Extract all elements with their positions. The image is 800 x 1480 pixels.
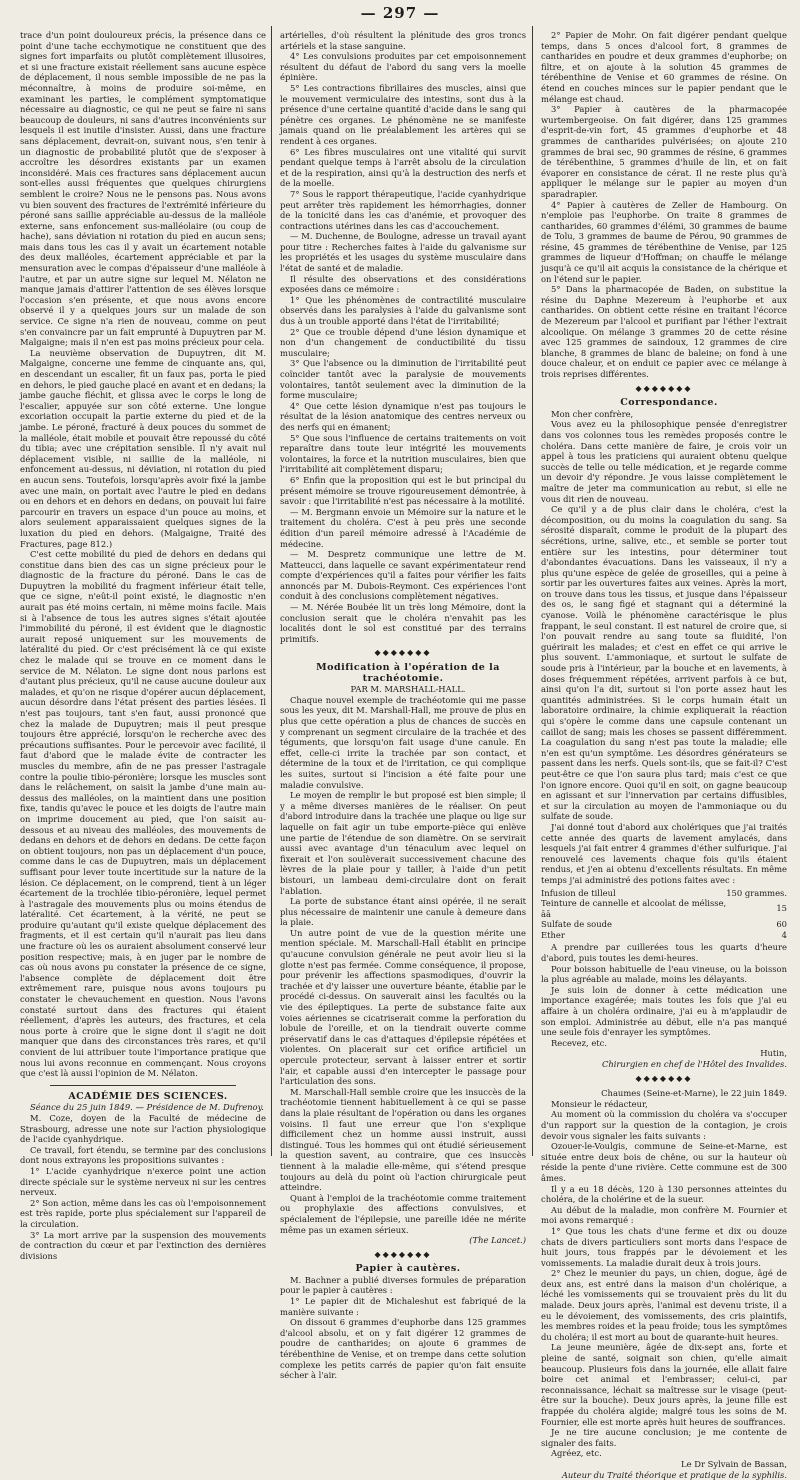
letter2-salutation: Monsieur le rédacteur, bbox=[551, 1098, 648, 1109]
paragraph: 6° Enfin que la proposition qui est le but principal du présent mémoire se trouve rigoureusement démontrée, à savoir : que l'irritabilité n'est pas nécessaire à la motilité. bbox=[280, 474, 526, 507]
article-byline: PAR M. MARSHALL-HALL. bbox=[350, 684, 466, 695]
correspondence-salutation: Mon cher confrère, bbox=[551, 408, 634, 419]
article-heading: Modification à l'opération de la trachéotomie. bbox=[316, 662, 500, 684]
papers-body bbox=[280, 1275, 526, 1381]
paragraph: A prendre par cuillerées tous les quarts d'heure d'abord, puis toutes les demi-heures. bbox=[541, 942, 787, 964]
paragraph: 4° Les convulsions produites par cet empoisonnement résultent du défaut de l'abord du sang vers la moelle épinière. bbox=[280, 51, 526, 83]
paragraph: M. Bachner a publié diverses formules de préparation pour le papier à cautères : bbox=[280, 1274, 526, 1296]
paragraph: La porte de substance étant ainsi opérée, il ne serait plus nécessaire de maintenir une canule à demeure dans la plaie. bbox=[280, 896, 526, 928]
letter2-signature-name: Le Dr Sylvain de Bassan, bbox=[681, 1458, 787, 1469]
paragraph: Un autre point de vue de la question mérite une mention spéciale. M. Marschall-Hall établit en principe qu'aucune convulsion générale ne peut avoir lieu si la glotte n'est pas fermée. Comme conséquence, il propose, pour prévenir les affections spasmodiques, d'ouvrir la trachée et d'y laisser une ouverture béante, établie par le procédé ci-dessus. On sauverait ainsi les facultés ou la vie des épileptiques. La perte de substance faite aux voies aériennes se cicatriserait comme la perforation du lobule de l'oreille, et on la tiendrait ouverte comme préservatif dans le cas d'attaques d'épilepsie répétées et violentes. On placerait sur cet orifice artificiel un opercule protecteur, servant à laisser entrer et sortir l'air, et capable aussi d'en intercepter le passage pour l'articulation des sons. bbox=[280, 927, 526, 1087]
paragraph: — M. Nérée Boubée lit un très long Mémoire, dont la conclusion serait que le choléra n'envahit pas les localités dont le sol est constitué par des terrains primitifs. bbox=[280, 602, 526, 644]
prescription-table bbox=[541, 888, 787, 941]
letter2-closing: Agréez, etc. bbox=[551, 1448, 602, 1459]
paragraph: Ce travail, fort étendu, se termine par des conclusions dont nous extrayons les propositions suivantes : bbox=[20, 1144, 266, 1166]
correspondence-heading: Correspondance. bbox=[620, 397, 718, 409]
correspondence-signature-name: Hutin, bbox=[760, 1048, 787, 1059]
prescription-item: Infusion de tilleul bbox=[541, 887, 616, 898]
prescription-row bbox=[541, 898, 787, 919]
paragraph: — M. Duchenne, de Boulogne, adresse un travail ayant pour titre : Recherches faites à l'aide du galvanisme sur les propriétés et les usages du système musculaire dans l'état de santé et de maladie. bbox=[280, 231, 526, 274]
prescription-item: Teinture de cannelle et alcoolat de mélisse, āā bbox=[541, 898, 727, 919]
paragraph: Ce qu'il y a de plus clair dans le choléra, c'est la décomposition, ou du moins la coagulation du sang. Sa sérosité disparaît, comme le produit de la plupart des sécrétions, urine, salive, etc., et semble se porter tout entière sur les intestins, pour déterminer tout d'abondantes évacuations. Dans les vaisseaux, il n'y a plus qu'une espèce de gelée de groseilles, qui a peine à sortir par les ouvertures faites aux veines. Après la mort, on trouve dans tous les tissus, et jusque dans l'épaisseur des os, le sang figé et stagnant qui a déterminé la cyanose. Voilà le phénomène caractérisque le plus frappant, le seul constant. Il est naturel de croire que, si l'on pouvait rendre au sang toute sa fluidité, l'on guérirait les malades; et c'est en effet ce qui arrive le plus souvent. L'ammoniaque, et surtout le sulfate de soude pris à l'intérieur, par la bouche et en lavements, à doses fréquemment répétées, arrivent parfois à ce but, ainsi qu'on l'a dit, surtout si l'on porte assez haut les quantités administrées. Si le corps humain était un laboratoire ordinaire, la chimie expliquerait la réaction qui s'opère le comme dans une capsule contenant un caillot de sang; mais les choses se passent différemment. La coagulation du sang n'est pas toute la maladie; elle n'en est qu'un symptôme. Les désordres générateurs se passent dans les nerfs. Quels sont-ils, que se fait-il? C'est peut-être ce que l'on saura plus tard; mais c'est ce que l'on ignore encore. Quoi qu'il en soit, on gagne beaucoup en agissant et sur l'innervation par certains diffusibles, et sur la circulation au moyen de l'ammoniaque ou du sulfate de soude. bbox=[541, 504, 787, 822]
correspondence-signature-title: Chirurgien en chef de l'Hôtel des Invalides. bbox=[601, 1059, 787, 1069]
paragraph: Je suis loin de donner à cette médication une importance exagérée; mais toutes les fois que j'ai eu affaire à un choléra ordinaire, j'ai eu à m'applaudir de son emploi. Administrée au début, elle n'a pas manqué une seule fois d'enrayer les symptômes. bbox=[541, 984, 787, 1038]
prescription-item: Ether bbox=[541, 929, 565, 940]
paragraph: 4° Papier à cautères de Zeller de Hambourg. On n'emploie pas l'euphorbe. On traite 8 grammes de cantharides, 60 grammes d'élémi, 30 grammes de baume de Tolu, 3 grammes de baume de Pérou, 90 grammes de résine, 45 grammes de térébenthine de Venise, par 125 grammes de liqueur d'Hoffman; on chauffe le mélange jusqu'à ce qu'il ait acquis la consistance de la chérique et on l'étend sur le papier. bbox=[541, 199, 787, 284]
paragraph: 6° Les fibres musculaires ont une vitalité qui survit pendant quelque temps à l'arrêt absolu de la circulation et de la respiration, ainsi qu'à la destruction des nerfs et de la moelle. bbox=[280, 146, 526, 189]
page-number: — 297 — bbox=[360, 4, 440, 22]
col2-body bbox=[280, 30, 526, 644]
paragraph: Vous avez eu la philosophique pensée d'enregistrer dans vos colonnes tous les remèdes proposés contre le choléra. Dans cette manière de faire, je crois voir un appel à tous les praticiens qui auraient obtenu quelque succès de telle ou telle médication, et je regarde comme un devoir d'y répondre. Je vous laisse complètement le maître de jeter ma communication au rebut, si elle ne vous dit rien de nouveau. bbox=[541, 419, 787, 504]
column-2 bbox=[280, 30, 526, 1381]
letter2-place: Chaumes (Seine-et-Marne), le 22 juin 1849. bbox=[601, 1088, 787, 1099]
paragraph: artérielles, d'où résultent la plénitude des gros troncs artériels et la stase sanguine. bbox=[280, 30, 526, 51]
paragraph: La neuvième observation de Dupuytren, dit M. Malgaigne, concerne une femme de cinquante ans, qui, en descendant un escalier, fit un faux pas, porta le pied en dehors, le pied gauche placé en avant et en dedans; la jambe gauche fléchit, et glissa avec le corps le long de l'escalier, appuyée sur son côté externe. Une longue excoriation occupait la partie externe du pied et de la jambe. Le péroné, fracturé à deux pouces du sommet de la malléole, était mobile et pouvait être repoussé du côté du tibia; avec une crépitation sensible. Il n'y avait nul déplacement visible, ni saillie de la malléole, ni enfoncement au-dessus, ni déviation, ni rotation du pied en aucun sens. Toutefois, lorsqu'après avoir fixé la jambe avec une main, on portait avec l'autre le pied en dedans ou en dehors et en dehors en dedans, on pouvait lui faire parcourir en travers un espace d'un pouce au moins, et alors seulement apparaissaient quelques signes de la luxation du pied en dehors. (Malgaigne, Traité des Fractures, page 812.) bbox=[20, 347, 266, 549]
correspondence-body bbox=[541, 419, 787, 885]
paragraph: 2° Chez le meunier du pays, un chien, dogue, âgé de deux ans, est entré dans la maison d'un cholérique, a léché les vomissements qui se trouvaient près du lit du malade. Deux jours après, l'animal est devenu triste, il a eu le dévoiement, des vomissements, des cris plaintifs, les membres roides et la peau froide; tous les symptômes du choléra; il est mort au bout de quarante-huit heures. bbox=[541, 1268, 787, 1342]
column-divider bbox=[271, 26, 272, 1156]
paragraph: 1° Que les phénomènes de contractilité musculaire observés dans les paralysies à l'aide du galvanisme sont dus à un trouble apporté dans l'état de l'irritabilité; bbox=[280, 294, 526, 327]
column-3 bbox=[541, 30, 787, 1480]
article-source: (The Lancet.) bbox=[469, 1235, 526, 1246]
letter2-body bbox=[541, 1109, 787, 1448]
column-1 bbox=[20, 30, 266, 1261]
paragraph: Au moment où la commission du choléra va s'occuper d'un rapport sur la question de la contagion, je crois devoir vous signaler les faits suivants : bbox=[541, 1109, 787, 1141]
paragraph: 4° Que cette lésion dynamique n'est pas toujours le résultat de la lésion anatomique des centres nerveux ou des nerfs qui en émanent; bbox=[280, 400, 526, 432]
paragraph: 5° Dans la pharmacopée de Baden, on substitue la résine du Daphne Mezereum à l'euphorbe et aux cantharides. On obtient cette résine en traitant l'écorce de Mezereum par l'alcool et purifiant par l'éther l'extrait alcoolique. On mélange 3 grammes 20 de cette résine avec 125 grammes de saindoux, 12 grammes de cire blanche, 8 grammes de blanc de baleine; on fond à une douce chaleur, et on enduit ce papier avec ce mélange à trois reprises différentes. bbox=[541, 284, 787, 379]
paragraph: Il résulte des observations et des considérations exposées dans ce mémoire : bbox=[280, 273, 526, 295]
paragraph: 5° Les contractions fibrillaires des muscles, ainsi que le mouvement vermiculaire des intestins, sont dus à la présence d'une certaine quantité d'acide dans le sang qui pénètre ces organes. Le phénomène ne se manifeste jamais quand on lie préalablement les artères qui se rendent à ces organes. bbox=[280, 82, 526, 146]
paragraph: Quant à l'emploi de la trachéotomie comme traitement ou prophylaxie des affections convulsives, et spécialement de l'épilepsie, une pareille idée ne mérite même pas un examen sérieux. bbox=[280, 1192, 526, 1235]
prescription-qty: 4 bbox=[781, 929, 787, 940]
prescription-item: Sulfate de soude bbox=[541, 919, 612, 930]
prescription-row bbox=[541, 888, 787, 899]
paragraph: 3° Que l'absence ou la diminution de l'irritabilité peut coïncider tantôt avec la paralysie de mouvements volontaires, tantôt seulement avec la diminution de la forme musculaire; bbox=[280, 358, 526, 401]
ornament-divider: ◆◆◆◆◆◆◆ bbox=[635, 383, 693, 393]
ornament-divider: ◆◆◆◆◆◆◆ bbox=[374, 1249, 432, 1259]
paragraph: M. Coze, doyen de la Faculté de médecine de Strasbourg, adresse une note sur l'action physiologique de l'acide cyanhydrique. bbox=[20, 1112, 266, 1145]
academy-session: Séance du 25 juin 1849. — Présidence de M. Dufrenoy. bbox=[30, 1102, 264, 1113]
article-body bbox=[280, 695, 526, 1235]
academy-heading: ACADÉMIE DES SCIENCES. bbox=[68, 1090, 228, 1102]
correspondence-closing: Recevez, etc. bbox=[551, 1037, 608, 1048]
paragraph: — M. Despretz communique une lettre de M. Matteucci, dans laquelle ce savant expérimentateur rend compte d'expériences qu'il a faites pour vérifier les faits annoncés par M. Dubois-Reymont. Ces expériences l'ont conduit à des conclusions complètement négatives. bbox=[280, 549, 526, 602]
column-divider bbox=[532, 26, 533, 1156]
col3-body bbox=[541, 30, 787, 380]
paragraph: C'est cette mobilité du pied de dehors en dedans qui constitue dans bien des cas un signe précieux pour le diagnostic de la fracture du péroné. Dans le cas de Dupuytren la mobilité du fragment inférieur était telle, que ce signe, n'eût-il point existé, le diagnostic n'en aurait pas été moins certain, ni même moins facile. Mais si à l'absence de tous les autres signes s'était ajoutée l'immobilité du péroné, il est évident que le diagnostic aurait reposé uniquement sur les mouvements de latéralité du pied. Or c'est précisément là ce qui existe chez le malade qui se trouve en ce moment dans le service de M. Nélaton. Le signe dont nous parlons est d'autant plus précieux, qu'il ne cause aucune douleur aux malades, et qu'on ne risque d'opérer aucun déplacement, aucun désordre dans l'état présent des parties lésées. Il n'est pas toujours, tant s'en faut, aussi prononcé que chez la malade de Dupuytren; mais il peut presque toujours être apprécié, lorsqu'on le recherche avec des précautions suffisantes. Pour le percevoir avec facilité, il faut d'abord que le malade évite de contracter les muscles du membre, afin de ne pas presser l'astragale contre la poulie tibio-péronière; lorsque les muscles sont dans le relâchement, on saisit la jambe d'une main au-dessus des malléoles, on la maintient dans une position fixe, tandis qu'avec le pouce et les doigts de l'autre main on imprime doucement au pied, que l'on saisit au-dessous et au niveau des malléoles, des mouvements de dedans en dehors et de dehors en dedans. De cette façon on obtient toujours, non pas un déplacement d'un pouce, comme dans le cas de Dupuytren, mais un déplacement suffisant pour lever toute incertitude sur la nature de la lésion. Ce déplacement, on le comprend, tient à un léger écartement de la trochlée tibio-péronière, lequel permet à l'astragale des mouvements plus ou moins étendus de latéralité. Cet écartement, à la vérité, ne peut se produire qu'autant qu'il existe quelque déplacement des fragments, et il est certain qu'il n'aurait pas lieu dans une fracture où les os auraient absolument conservé leur position respective; mais, à en juger par le nombre de cas où nous avons pu constater la présence de ce signe, l'absence complète de déplacement doit être extrêmement rare, puisque nous avons toujours pu constater le chevauchement en question. Nous l'avons constaté surtout dans des fractures qui étaient réellement, d'après les auteurs, des fractures, et cela nous porte à croire que le signe dont il s'agit ne doit manquer que dans des circonstances très rares, et qu'il convient de lui attribuer toute l'importance pratique que nous lui avons reconnue en commençant. Nous croyons que c'est là aussi l'opinion de M. Nélaton. bbox=[20, 549, 266, 1079]
paragraph: trace d'un point douloureux précis, la présence dans ce point d'une tache ecchymotique ne constituent que des signes fort imparfaits ou plutôt complètement illusoires, et si une fracture existait réellement sans aucune espèce de déplacement, il nous semble impossible de ne pas la méconnaître, à moins de produire soi-même, en examinant les parties, le complément symptomatique nécessaire au diagnostic, ce qui ne peut se faire ni sans beaucoup de douleurs, ni sans d'autres inconvénients sur lesquels il est inutile d'insister. Aussi, dans une fracture sans déplacement, devrait-on, suivant nous, s'en tenir à un diagnostic de probabilité plutôt que de s'exposer à accroître les désordres existants par un examen inconsidéré. Mais ces fractures sans déplacement aucun sont-elles aussi fréquentes que quelques chirurgiens semblent le croire? Nous ne le pensons pas. Nous avons vu bien souvent des fractures de l'extrémité inférieure du péroné sans saillie appréciable au-dessus de la malléole externe, sans enfoncement sus-malléolaire (ou coup de hache), sans déviation ni rotation du pied en aucun sens; mais dans tous les cas il y avait un écartement notable des deux malléoles, écartement appréciable et par la mensuration avec le compas d'épaisseur d'une malléole à l'autre, et par un autre signe sur lequel M. Nélaton ne manque jamais d'attirer l'attention de ses élèves lorsque l'occasion s'en présente, et que nous avons encore observé il y a quelques jours sur un malade de son service. Ce signe n'a rien de nouveau, comme on peut s'en convaincre par un fait emprunté à Dupuytren par M. Malgaigne; mais il n'en est pas moins précieux pour cela. bbox=[20, 30, 266, 348]
letter2-signature-title: Auteur du Traité théorique et pratique de la syphilis. bbox=[561, 1469, 787, 1480]
paragraph: Ozouer-le-Voulgis, commune de Seine-et-Marne, est située entre deux bois de chêne, ou sur la hauteur où réside la pente d'une rivière. Cette commune est de 300 âmes. bbox=[541, 1141, 787, 1183]
paragraph: 1° L'acide cyanhydrique n'exerce point une action directe spéciale sur le système nerveux ni sur les centres nerveux. bbox=[20, 1165, 266, 1198]
paragraph: La jeune meunière, âgée de dix-sept ans, forte et pleine de santé, soignait son chien, qu'elle aimait beaucoup. Plusieurs fois dans la journée, elle allait faire boire cet animal et l'embrasser; celui-ci, par reconnaissance, léchait sa maîtresse sur le visage (peut-être sur la bouche). Deux jours après, la jeune fille est frappée du choléra algide; malgré tous les soins de M. Fournier, elle est morte après huit heures de souffrances. bbox=[541, 1342, 787, 1427]
prescription-row bbox=[541, 919, 787, 930]
paragraph: 2° Papier de Mohr. On fait digérer pendant quelque temps, dans 5 onces d'alcool fort, 8 grammes de cantharides en poudre et deux grammes d'euphorbe; on filtre, et on ajoute à la solution 45 grammes de térébenthine de Venise et 60 grammes de résine. On étend en couches minces sur le papier pendant que le mélange est chaud. bbox=[541, 30, 787, 104]
paragraph: 3° Papier à cautères de la pharmacopée wurtembergeoise. On fait digérer, dans 125 grammes d'esprit-de-vin fort, 45 grammes d'euphorbe et 48 grammes de cantharides pulvérisées; on ajoute 210 grammes de brai sec, 90 grammes de résine, 6 grammes de térébenthine, 5 grammes d'huile de lin, et on fait évaporer en consistance de cérat. Il ne reste plus qu'à appliquer le mélange sur le papier au moyen d'un sparadrapier. bbox=[541, 104, 787, 199]
paragraph: 1° Le papier dit de Michaleshut est fabriqué de la manière suivante : bbox=[280, 1296, 526, 1317]
paragraph: Au début de la maladie, mon confrère M. Fournier et moi avons remarqué : bbox=[541, 1204, 787, 1226]
paragraph: Il y a eu 18 décès, 120 à 130 personnes atteintes du choléra, de la cholérine et de la sueur. bbox=[541, 1183, 787, 1205]
prescription-qty: 60 bbox=[776, 919, 787, 930]
col1-body bbox=[20, 30, 266, 1079]
paragraph: J'ai donné tout d'abord aux cholériques que j'ai traités cette année des quarts de lavement amylacés, dans lesquels j'ai fait entrer 4 grammes d'éther sulfurique. J'ai renouvelé ces lavements chaque fois qu'ils étaient rendus, et j'en ai obtenu d'excellents résultats. En même temps j'ai administré des potions faites avec : bbox=[541, 821, 787, 885]
academy-body bbox=[20, 1113, 266, 1261]
ornament-divider: ◆◆◆◆◆◆◆ bbox=[374, 648, 432, 658]
ornament-divider: ◆◆◆◆◆◆◆ bbox=[635, 1073, 693, 1083]
prescription-qty: 15 bbox=[776, 903, 787, 914]
paragraph: 5° Que sous l'influence de certains traitements on voit reparaître dans toute leur intégrité les mouvements volontaires, la force et la nutrition musculaires, bien que l'irritabilité ait complètement disparu; bbox=[280, 432, 526, 475]
paragraph: 7° Sous le rapport thérapeutique, l'acide cyanhydrique peut arrêter très rapidement les hémorrhagies, donner de la tonicité dans les cas d'anémie, et provoquer des contractions utérines dans les cas d'accouchement. bbox=[280, 188, 526, 231]
section-rule bbox=[50, 1085, 236, 1086]
paragraph: 2° Que ce trouble dépend d'une lésion dynamique et non d'un changement de conductibilité du tissu musculaire; bbox=[280, 326, 526, 358]
prescription-row bbox=[541, 930, 787, 941]
paragraph: 1° Que tous les chats d'une ferme et dix ou douze chats de divers particuliers sont morts dans l'espace de huit jours, tous frappés par le dévoiement et les vomissements. La maladie durait deux à trois jours. bbox=[541, 1225, 787, 1268]
prescription-qty: 150 grammes. bbox=[726, 887, 787, 898]
paragraph: M. Marschall-Hall semble croire que les insuccès de la trachéotomie tiennent habituellement à ce qui se passe dans la plaie résultant de l'opération ou dans les organes voisins. Il faut une erreur que l'on s'explique difficilement chez un homme aussi instruit, aussi distingué. Tous les hommes qui ont étudié sérieusement la question savent, au contraire, que ces insuccès tiennent à la maladie elle-même, qui s'étend presque toujours au delà du point où l'action chirurgicale peut atteindre. bbox=[280, 1086, 526, 1193]
paragraph: Pour boisson habituelle de l'eau vineuse, ou la boisson la plus agréable au malade, moins les délayants. bbox=[541, 963, 787, 985]
paragraph: Je ne tire aucune conclusion; je me contente de signaler des faits. bbox=[541, 1427, 787, 1448]
paragraph: 3° La mort arrive par la suspension des mouvements de contraction du cœur et par l'extinction des dernières divisions bbox=[20, 1229, 266, 1261]
paragraph: 2° Son action, même dans les cas où l'empoisonnement est très rapide, porte plus spécialement sur l'appareil de la circulation. bbox=[20, 1197, 266, 1229]
correspondence-body-2 bbox=[541, 942, 787, 1037]
paragraph: Le moyen de remplir le but proposé est bien simple; il y a même diverses manières de le réaliser. On peut d'abord introduire dans la trachée une plaque ou lige sur laquelle on fait agir un tube emporte-pièce qui enlève une partie de l'étendue de son diamètre. On se servirait aussi avec avantage d'un ténaculum avec lequel on fixerait et l'on soulèverait successivement chacune des lèvres de la plaie pour y tailler, à l'aide d'un petit bistouri, un lambeau demi-circulaire dont on ferait l'ablation. bbox=[280, 790, 526, 896]
paragraph: On dissout 6 grammes d'euphorbe dans 125 grammes d'alcool absolu, et on y fait digérer 12 grammes de poudre de cantharides; on ajoute 6 grammes de térébenthine de Venise, et on trempe dans cette solution complexe les petits carrés de papier qu'on fait ensuite sécher à l'air. bbox=[280, 1317, 526, 1381]
paragraph: — M. Bergmann envoie un Mémoire sur la nature et le traitement du choléra. C'est à peu près une seconde édition d'un pareil mémoire adressé à l'Académie de médecine. bbox=[280, 506, 526, 549]
papers-heading: Papier à cautères. bbox=[355, 1263, 461, 1275]
paragraph: Chaque nouvel exemple de trachéotomie qui me passe sous les yeux, dit M. Marshall-Hall, me prouve de plus en plus que cette opération a plus de chances de succès en y comprenant un segment circulaire de la trachée et des téguments, que lorsqu'on fait usage d'une canule. En effet, celle-ci irrite la trachée par son contact, et détermine de la toux et de l'irritation, ce qui complique les suites, surtout si l'incision a été faite pour une maladie convulsive. bbox=[280, 694, 526, 790]
